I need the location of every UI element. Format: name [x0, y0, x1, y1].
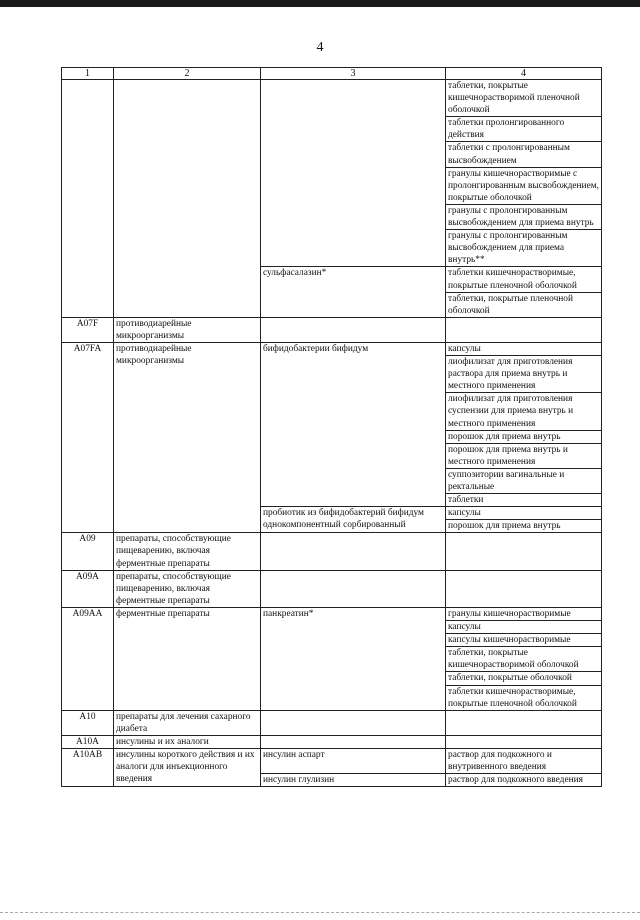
dosage-form-cell: таблетки, покрытые пленочной оболочкой	[446, 292, 602, 317]
drug-list-table	[61, 67, 602, 787]
atc-code-cell: A07FA	[62, 342, 114, 532]
atc-code-cell: A07F	[62, 317, 114, 342]
dosage-form-cell: капсулы	[446, 507, 602, 520]
dosage-form-cell: раствор для подкожного введения	[446, 774, 602, 787]
drug-name-cell: бифидобактерии бифидум	[261, 342, 446, 506]
drug-name-cell	[261, 570, 446, 607]
column-header: 1	[62, 68, 114, 80]
drug-name-cell	[261, 317, 446, 342]
atc-code-cell: A10	[62, 710, 114, 735]
drug-name-cell	[261, 735, 446, 748]
scan-bottom-edge	[0, 912, 640, 914]
dosage-form-cell: порошок для приема внутрь	[446, 430, 602, 443]
dosage-form-cell	[446, 570, 602, 607]
table-row	[62, 342, 602, 355]
dosage-form-cell: таблетки кишечнорастворимые, покрытые пленочной оболочкой	[446, 685, 602, 710]
table-header-row	[62, 68, 602, 80]
drug-name-cell	[261, 533, 446, 570]
atc-code-cell: A09	[62, 533, 114, 570]
dosage-form-cell: лиофилизат для приготовления раствора для приема внутрь и местного применения	[446, 356, 602, 393]
dosage-form-cell: таблетки, покрытые кишечнорастворимой пленочной оболочкой	[446, 80, 602, 117]
atc-group-cell	[114, 80, 261, 318]
column-header: 3	[261, 68, 446, 80]
dosage-form-cell: гранулы с пролонгированным высвобождением для приема внутрь	[446, 204, 602, 229]
page-number: 4	[316, 40, 324, 55]
table-row	[62, 570, 602, 607]
table-row	[62, 607, 602, 620]
atc-group-cell: ферментные препараты	[114, 607, 261, 710]
drug-name-cell: инсулин глулизин	[261, 774, 446, 787]
atc-group-cell: инсулины и их аналоги	[114, 735, 261, 748]
drug-name-cell: пробиотик из бифидобактерий бифидум однокомпонентный сорбированный	[261, 507, 446, 533]
dosage-form-cell: таблетки, покрытые оболочкой	[446, 672, 602, 685]
drug-name-cell	[261, 80, 446, 267]
dosage-form-cell: раствор для подкожного и внутривенного введения	[446, 748, 602, 773]
dosage-form-cell: порошок для приема внутрь	[446, 520, 602, 533]
scan-top-edge	[0, 0, 640, 7]
dosage-form-cell: гранулы кишечнорастворимые	[446, 607, 602, 620]
dosage-form-cell	[446, 533, 602, 570]
drug-name-cell: инсулин аспарт	[261, 748, 446, 773]
table-row	[62, 735, 602, 748]
atc-code-cell: A09A	[62, 570, 114, 607]
atc-code-cell: A10AB	[62, 748, 114, 786]
column-header: 4	[446, 68, 602, 80]
atc-code-cell: A10A	[62, 735, 114, 748]
dosage-form-cell: суппозитории вагинальные и ректальные	[446, 468, 602, 493]
atc-group-cell: препараты, способствующие пищеварению, включая ферментные препараты	[114, 570, 261, 607]
drug-name-cell: панкреатин*	[261, 607, 446, 710]
dosage-form-cell: капсулы	[446, 621, 602, 634]
column-header: 2	[114, 68, 261, 80]
atc-group-cell: противодиарейные микроорганизмы	[114, 317, 261, 342]
drug-name-cell	[261, 710, 446, 735]
dosage-form-cell: таблетки с пролонгированным высвобождением	[446, 142, 602, 167]
dosage-form-cell: таблетки, покрытые кишечнорастворимой оболочкой	[446, 647, 602, 672]
table-row	[62, 533, 602, 570]
atc-code-cell	[62, 80, 114, 318]
atc-group-cell: противодиарейные микроорганизмы	[114, 342, 261, 532]
dosage-form-cell: таблетки	[446, 494, 602, 507]
dosage-form-cell: капсулы кишечнорастворимые	[446, 634, 602, 647]
atc-group-cell: инсулины короткого действия и их аналоги для инъекционного введения	[114, 748, 261, 786]
dosage-form-cell: таблетки пролонгированного действия	[446, 117, 602, 142]
dosage-form-cell	[446, 710, 602, 735]
table-row	[62, 80, 602, 117]
dosage-form-cell: таблетки кишечнорастворимые, покрытые пленочной оболочкой	[446, 267, 602, 292]
drug-name-cell: сульфасалазин*	[261, 267, 446, 317]
dosage-form-cell: гранулы с пролонгированным высвобождением для приема внутрь**	[446, 230, 602, 267]
dosage-form-cell	[446, 317, 602, 342]
dosage-form-cell: гранулы кишечнорастворимые с пролонгированным высвобождением, покрытые оболочкой	[446, 167, 602, 204]
table-row	[62, 317, 602, 342]
atc-group-cell: препараты для лечения сахарного диабета	[114, 710, 261, 735]
table-row	[62, 748, 602, 773]
dosage-form-cell	[446, 735, 602, 748]
dosage-form-cell: лиофилизат для приготовления суспензии для приема внутрь и местного применения	[446, 393, 602, 430]
dosage-form-cell: капсулы	[446, 342, 602, 355]
dosage-form-cell: порошок для приема внутрь и местного применения	[446, 443, 602, 468]
atc-group-cell: препараты, способствующие пищеварению, включая ферментные препараты	[114, 533, 261, 570]
atc-code-cell: A09AA	[62, 607, 114, 710]
table-row	[62, 710, 602, 735]
